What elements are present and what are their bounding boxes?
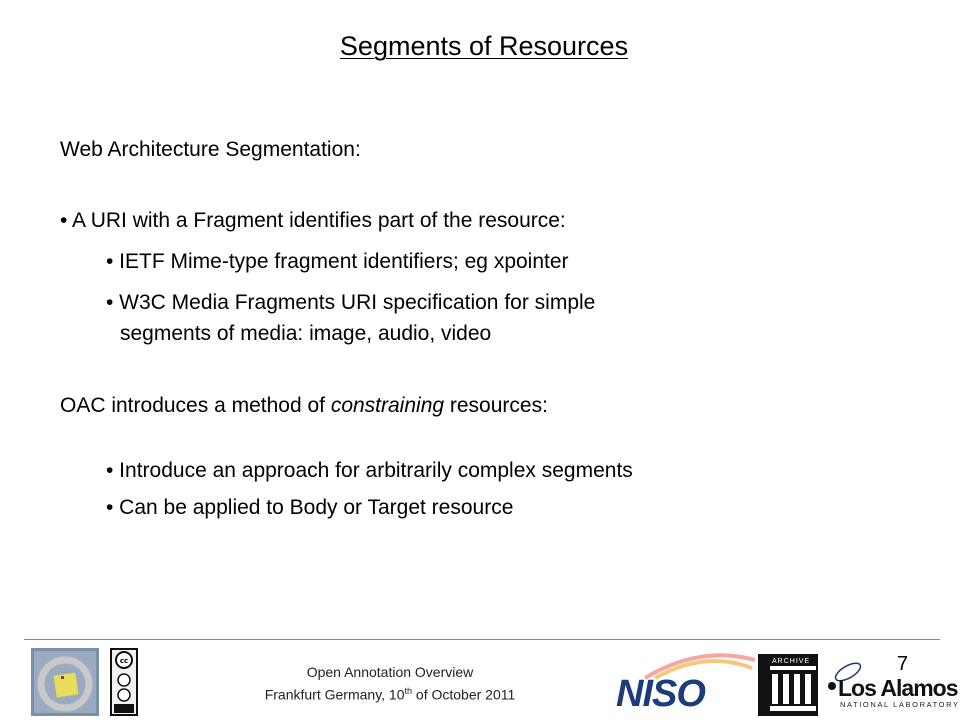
footer-line-1: Open Annotation Overview bbox=[306, 664, 474, 680]
los-alamos-logo: Los Alamos bbox=[838, 675, 958, 701]
heading-oac bbox=[60, 394, 548, 418]
internet-archive-wordmark: ARCHIVE bbox=[772, 658, 811, 665]
los-alamos-subtitle: NATIONAL LABORATORY bbox=[840, 700, 960, 709]
niso-logo: NISO bbox=[616, 673, 705, 715]
footer-line-2 bbox=[200, 682, 580, 705]
sub-bullet-w3c-continuation: segments of media: image, audio, video bbox=[120, 322, 492, 345]
heading-oac-post: resources: bbox=[444, 394, 548, 417]
heading-oac-emphasis: constraining bbox=[330, 394, 445, 417]
heading-web-architecture: Web Architecture Segmentation: bbox=[60, 138, 361, 161]
sub-bullet-body-target: • Can be applied to Body or Target resource bbox=[106, 496, 514, 519]
footer-date-sup: th bbox=[404, 686, 413, 696]
sub-bullet-ietf: • IETF Mime-type fragment identifiers; eg xpointer bbox=[106, 250, 569, 273]
footer-date-post: of October 2011 bbox=[412, 686, 516, 703]
footer-divider bbox=[24, 639, 940, 640]
open-annotation-logo bbox=[31, 648, 99, 716]
heading-oac-pre: OAC introduces a method of bbox=[60, 394, 331, 417]
svg-text:cc: cc bbox=[119, 657, 129, 665]
page-number: 7 bbox=[897, 653, 909, 675]
footer-text bbox=[200, 663, 580, 705]
sub-bullet-approach: • Introduce an approach for arbitrarily complex segments bbox=[106, 459, 633, 482]
sub-bullet-w3c: • W3C Media Fragments URI specification for simple bbox=[106, 291, 596, 314]
footer-date-pre: Frankfurt Germany, 10 bbox=[264, 686, 405, 703]
slide-title: Segments of Resources bbox=[339, 31, 629, 61]
bullet-uri-fragment: • A URI with a Fragment identifies part of the resource: bbox=[60, 209, 566, 232]
creative-commons-badge bbox=[110, 648, 138, 716]
